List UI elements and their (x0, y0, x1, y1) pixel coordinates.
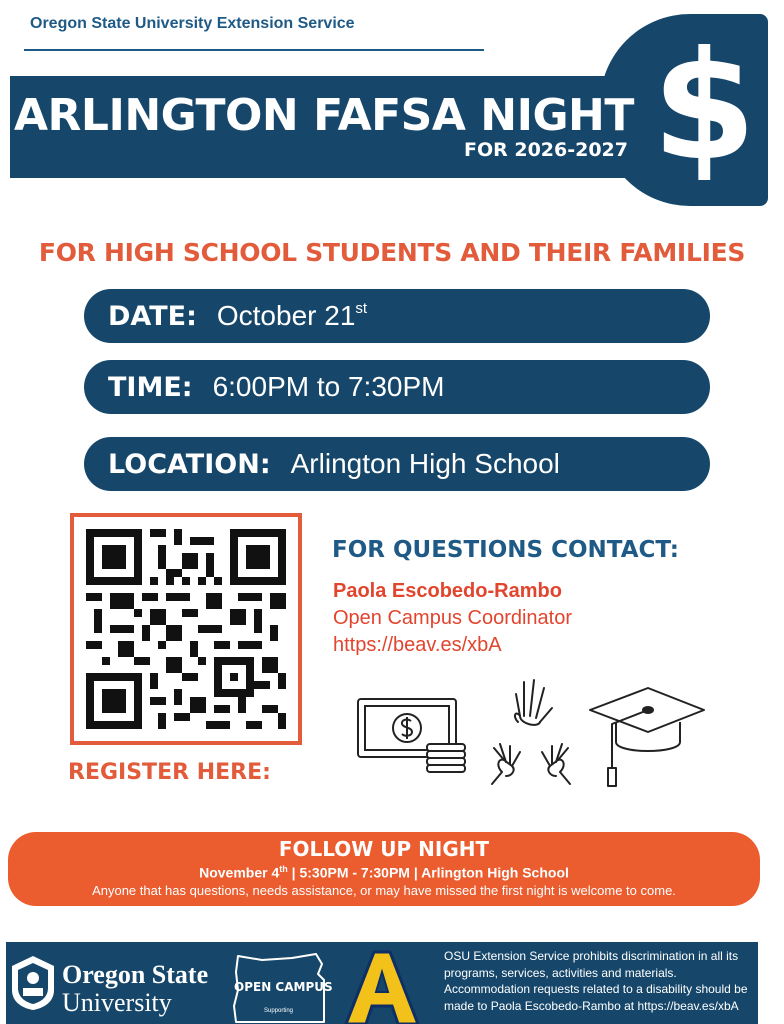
contact-heading: FOR QUESTIONS CONTACT: (332, 537, 679, 563)
time-pill (84, 360, 710, 414)
follow-up-banner (8, 832, 760, 906)
follow-up-date-suffix: th (279, 864, 288, 874)
open-campus-label: OPEN CAMPUS (234, 980, 333, 994)
osu-wordmark-line2: University (62, 988, 172, 1017)
date-suffix: st (355, 300, 368, 317)
open-campus-sub: Supporting (264, 1008, 294, 1014)
nondiscrimination-notice: OSU Extension Service prohibits discrimination in all its programs, services, activities and materials. Accommodation requests related to a disability should be made to Paola Escobedo-Rambo at https://beav.es/xbA (444, 949, 748, 1013)
date-pill (84, 289, 710, 343)
date-label: DATE: (108, 300, 197, 332)
header-divider (24, 49, 484, 51)
osu-wordmark-line1: Oregon State (62, 960, 209, 989)
hands-icon (472, 672, 588, 790)
contact-link[interactable]: https://beav.es/xbA (333, 634, 502, 656)
follow-up-title: FOLLOW UP NIGHT (278, 837, 490, 861)
osu-seal-icon (6, 952, 60, 1012)
page-title: ARLINGTON FAFSA NIGHT (14, 90, 634, 141)
registration-qr-frame[interactable] (70, 513, 302, 745)
time-value: 6:00PM to 7:30PM (212, 371, 445, 402)
contact-role: Open Campus Coordinator (333, 607, 573, 629)
money-icon (355, 694, 470, 774)
follow-up-note: Anyone that has questions, needs assistance, or may have missed the first night is welcome to come. (92, 883, 676, 898)
location-label: LOCATION: (108, 448, 271, 480)
follow-up-details: November 4th | 5:30PM - 7:30PM | Arlington High School (199, 864, 569, 881)
school-letter-logo (344, 950, 420, 1024)
audience-heading: FOR HIGH SCHOOL STUDENTS AND THEIR FAMILIES (38, 238, 746, 267)
contact-name: Paola Escobedo-Rambo (333, 580, 562, 602)
location-pill (84, 437, 710, 491)
footer (6, 942, 758, 1024)
title-band (10, 76, 650, 178)
dollar-sign-icon: $ (652, 20, 757, 194)
time-label: TIME: (108, 371, 193, 403)
location-value: Arlington High School (290, 448, 560, 479)
graduation-cap-icon (586, 680, 708, 790)
date-value: October 21st (216, 300, 368, 331)
page-subtitle: FOR 2026-2027 (463, 139, 628, 161)
register-label: REGISTER HERE: (68, 760, 271, 785)
organization-name: Oregon State University Extension Service (30, 15, 355, 32)
qr-code-icon[interactable] (86, 529, 286, 729)
